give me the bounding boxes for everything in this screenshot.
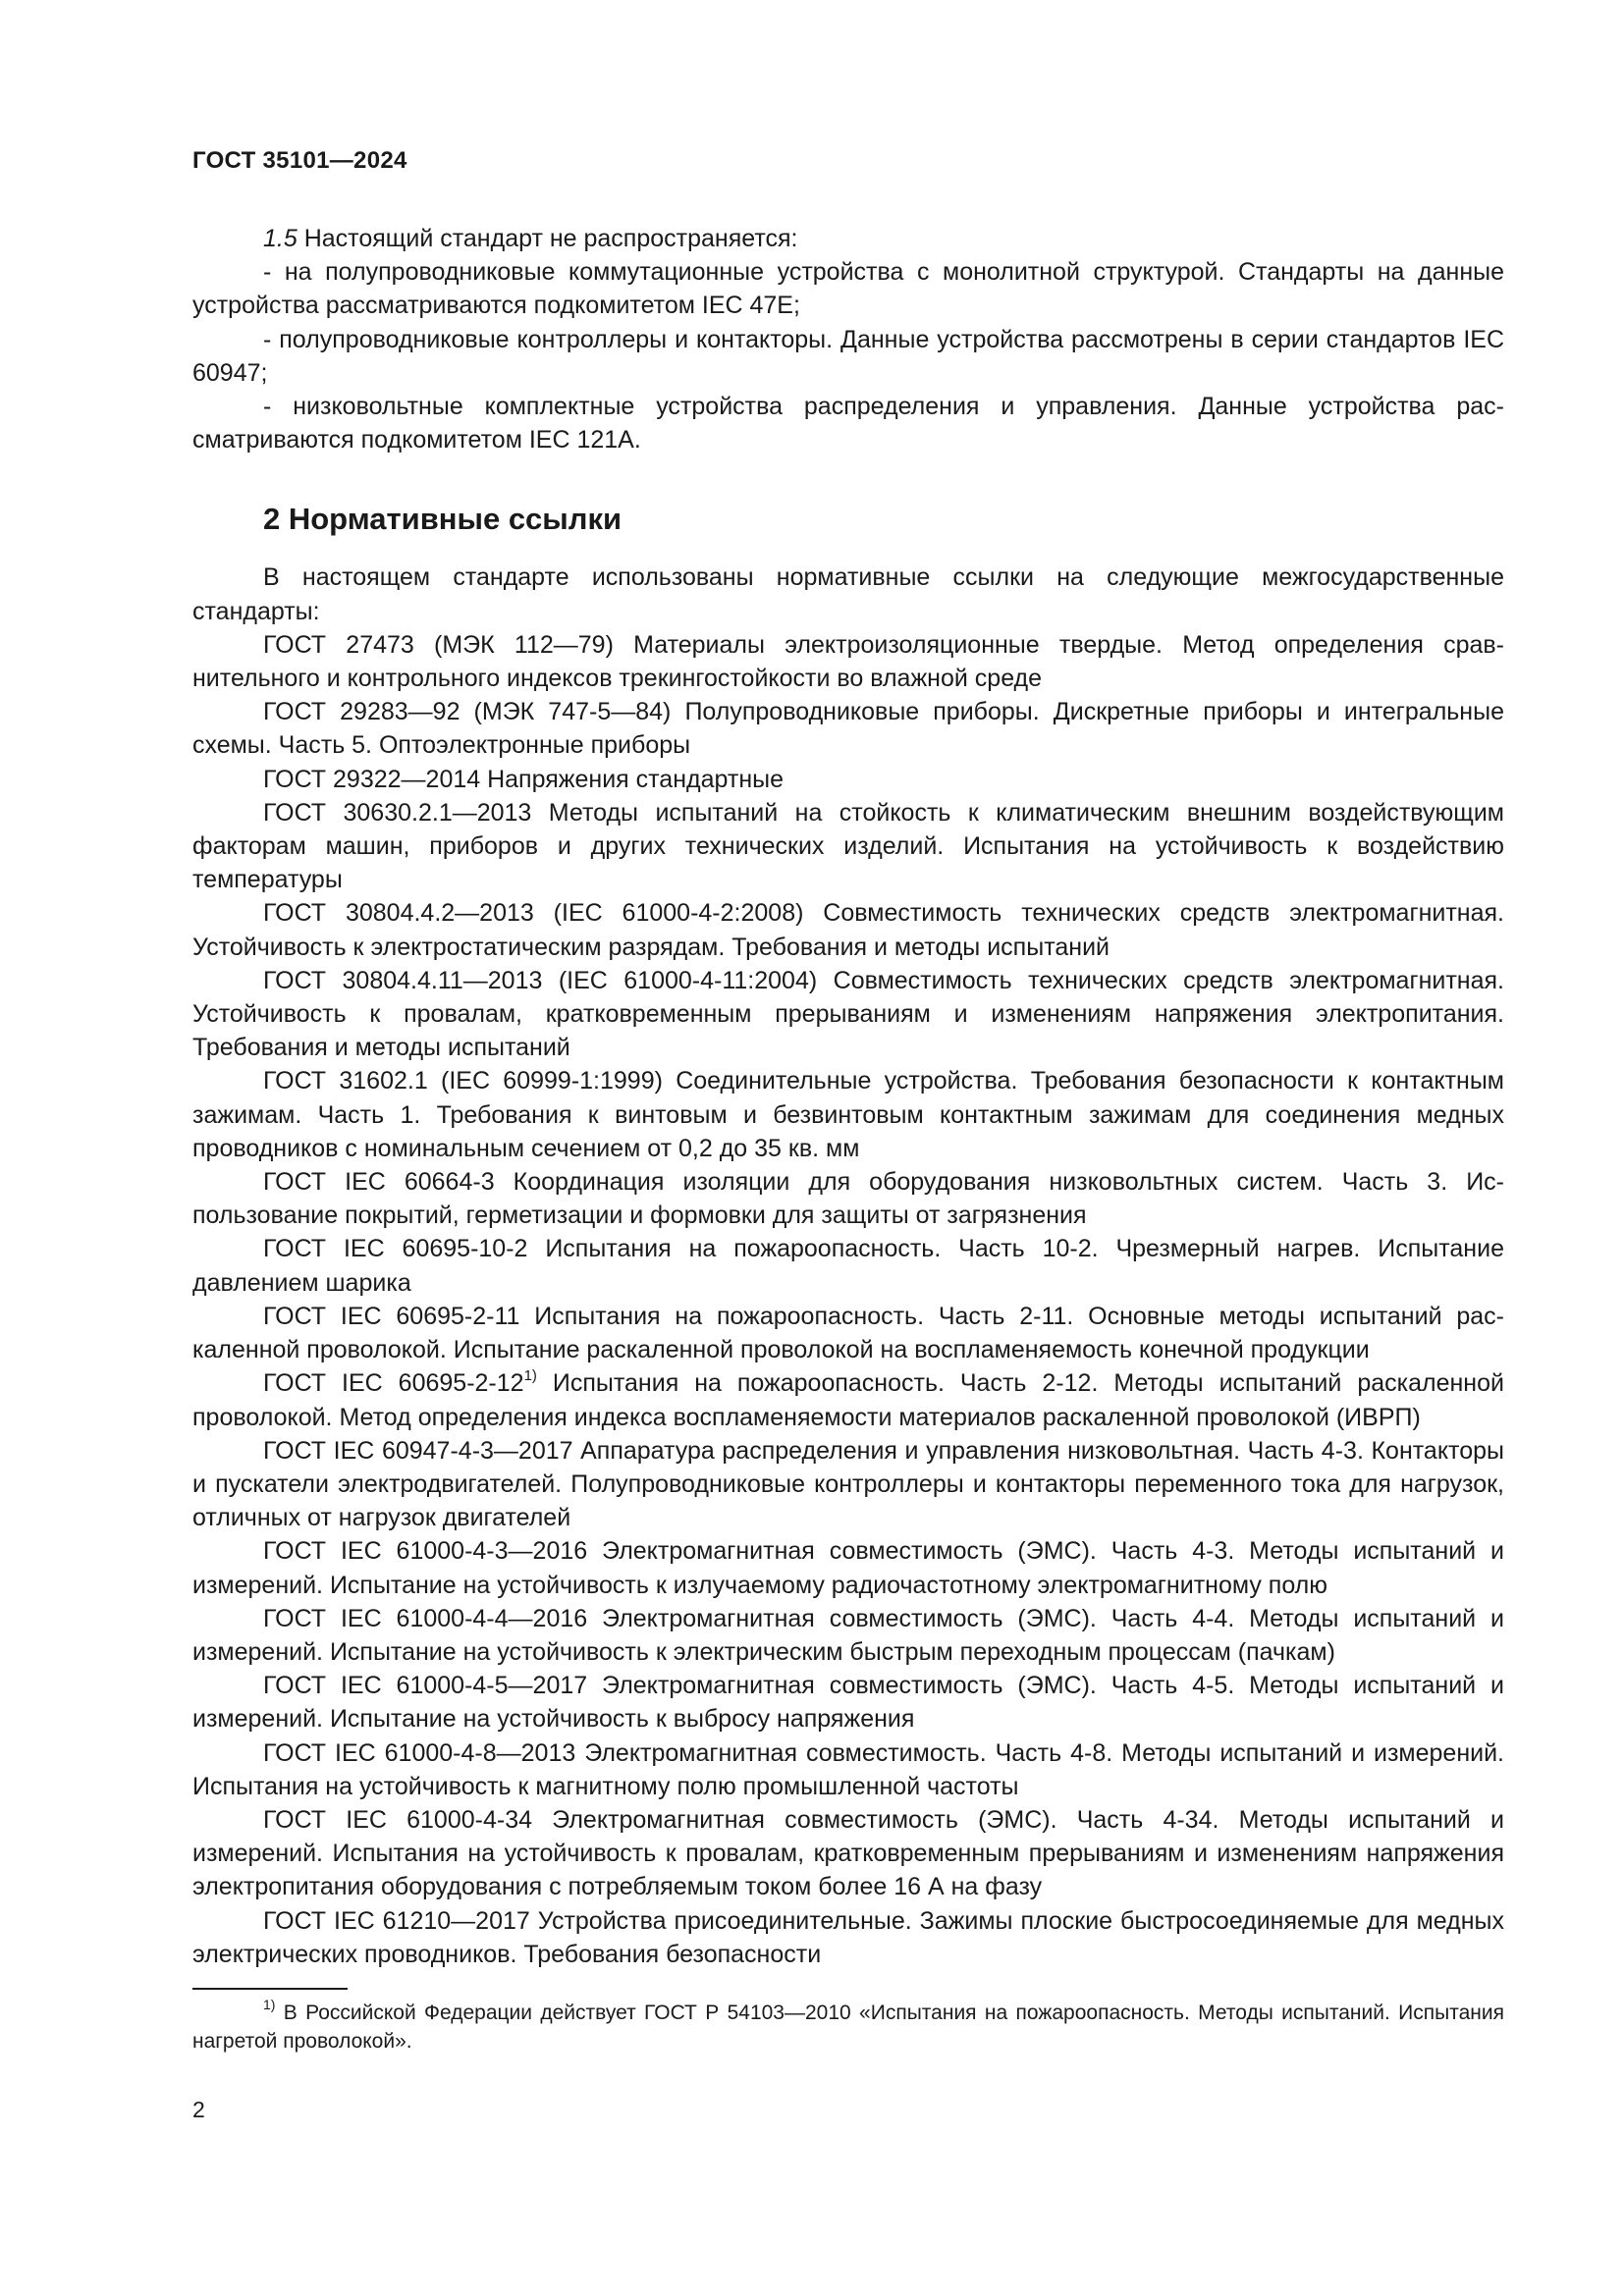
reference-item: ГОСТ 30804.4.2—2013 (IEC 61000-4-2:2008) Совместимость технических средств электромагнитная. Устойчивость к электростатическим разрядам. Требования и методы испытаний bbox=[192, 899, 1504, 961]
clause-lead-text: Настоящий стандарт не распространяется: bbox=[297, 225, 798, 252]
reference-item: ГОСТ IEC 61000-4-3—2016 Электромагнитная совместимость (ЭМС). Часть 4-3. Методы испытаний и измерений. Испытание на устойчивость к излучаемому радиочастотному электромагнитному полю bbox=[192, 1537, 1504, 1599]
clause-item: - полупроводниковые контроллеры и контакторы. Данные устройства рассмотрены в серии стандартов IEC 60947; bbox=[192, 325, 1504, 387]
footnote-marker: 1) bbox=[523, 1366, 537, 1384]
reference-item-with-footnote bbox=[192, 1366, 1504, 1433]
clause-item: - на полупроводниковые коммутационные устройства с монолитной структурой. Стандарты на данные устройства рассматриваются подкомитетом IEC 47E; bbox=[192, 258, 1504, 320]
reference-item: ГОСТ IEC 60664-3 Координация изоляции для оборудования низковольтных систем. Часть 3. Использование покрытий, герметизации и формовки для защиты от загрязнения bbox=[192, 1168, 1504, 1230]
reference-item: ГОСТ 27473 (МЭК 112—79) Материалы электроизоляционные твердые. Метод определения сравнительного и контрольного индексов трекингостойкости во влажной среде bbox=[192, 630, 1504, 693]
reference-item: ГОСТ 30630.2.1—2013 Методы испытаний на стойкость к климатическим внешним воздействующим факторам машин, приборов и других технических изделий. Испытания на устойчивость к воздействию температуры bbox=[192, 798, 1504, 894]
reference-text: Испытания на пожароопасность. Часть 2-12. Методы испытаний раскаленной проволокой. Метод определения индекса воспламеняемости материалов раскаленной проволокой (ИВРП) bbox=[192, 1369, 1504, 1431]
reference-item: ГОСТ IEC 61000-4-34 Электромагнитная совместимость (ЭМС). Часть 4-34. Методы испытаний и измерений. Испытания на устойчивость к провалам, кратковременным прерываниям и изменениям напряжения электропитания оборудования с потребляемым током более 16 А на фазу bbox=[192, 1805, 1504, 1901]
footnote-text: В Российской Федерации действует ГОСТ Р 54103—2010 «Испытания на пожароопасность. Методы испытаний. Испытания нагретой проволокой». bbox=[192, 2002, 1504, 2053]
clause-1-5-lead bbox=[192, 222, 1504, 255]
reference-item: ГОСТ IEC 61210—2017 Устройства присоединительные. Зажимы плоские быстросоединяемые для медных электрических проводников. Требования безопасности bbox=[192, 1906, 1504, 1968]
reference-item: ГОСТ 29283—92 (МЭК 747-5—84) Полупроводниковые приборы. Дискретные приборы и интегральные схемы. Часть 5. Оптоэлектронные приборы bbox=[192, 698, 1504, 760]
footnote-body bbox=[192, 1999, 1504, 2056]
reference-item: ГОСТ IEC 60695-2-11 Испытания на пожароопасность. Часть 2-11. Основные методы испытаний раскаленной проволокой. Испытание раскаленной проволокой на воспламеняемость конечной продукции bbox=[192, 1302, 1504, 1364]
running-header: ГОСТ 35101—2024 bbox=[192, 147, 407, 174]
reference-item: ГОСТ IEC 61000-4-5—2017 Электромагнитная совместимость (ЭМС). Часть 4-5. Методы испытаний и измерений. Испытание на устойчивость к выбросу напряжения bbox=[192, 1672, 1504, 1734]
clause-number: 1.5 bbox=[263, 225, 298, 252]
page-content bbox=[192, 222, 1504, 1971]
clause-item: - низковольтные комплектные устройства распределения и управления. Данные устройства рассматриваются подкомитетом IEC 121A. bbox=[192, 393, 1504, 454]
section-title: 2 Нормативные ссылки bbox=[263, 502, 623, 537]
reference-code: ГОСТ IEC 60695-2-12 bbox=[263, 1369, 524, 1398]
reference-item: ГОСТ IEC 61000-4-8—2013 Электромагнитная совместимость. Часть 4-8. Методы испытаний и измерений. Испытания на устойчивость к магнитному полю промышленной частоты bbox=[192, 1738, 1504, 1800]
reference-item: ГОСТ 31602.1 (IEC 60999-1:1999) Соединительные устройства. Требования безопасности к контактным зажимам. Часть 1. Требования к винтовым и безвинтовым контактным зажимам для соединения медных проводников с номинальным сечением от 0,2 до 35 кв. мм bbox=[192, 1067, 1504, 1162]
footnote bbox=[192, 1999, 1504, 2056]
reference-item: ГОСТ 29322—2014 Напряжения стандартные bbox=[263, 765, 784, 793]
reference-item: ГОСТ IEC 60695-10-2 Испытания на пожароопасность. Часть 10-2. Чрезмерный нагрев. Испытание давлением шарика bbox=[192, 1235, 1504, 1297]
footnote-separator bbox=[192, 1988, 348, 1990]
footnote-marker: 1) bbox=[263, 1997, 276, 2012]
reference-item: ГОСТ IEC 60947-4-3—2017 Аппаратура распределения и управления низковольтная. Часть 4-3. Контакторы и пускатели электродвигателей. Полупроводниковые контроллеры и контакторы переменного тока для нагрузок, отличных от нагрузок двигателей bbox=[192, 1436, 1504, 1532]
page-number: 2 bbox=[192, 2097, 205, 2122]
reference-item: ГОСТ 30804.4.11—2013 (IEC 61000-4-11:2004) Совместимость технических средств электромагнитная. Устойчивость к провалам, кратковременным прерываниям и изменениям напряжения электропитания. Требования и методы испытаний bbox=[192, 966, 1504, 1062]
section-intro: В настоящем стандарте использованы нормативные ссылки на следующие межгосударственные стандарты: bbox=[192, 563, 1504, 625]
reference-item: ГОСТ IEC 61000-4-4—2016 Электромагнитная совместимость (ЭМС). Часть 4-4. Методы испытаний и измерений. Испытание на устойчивость к электрическим быстрым переходным процессам (пачкам) bbox=[192, 1604, 1504, 1666]
